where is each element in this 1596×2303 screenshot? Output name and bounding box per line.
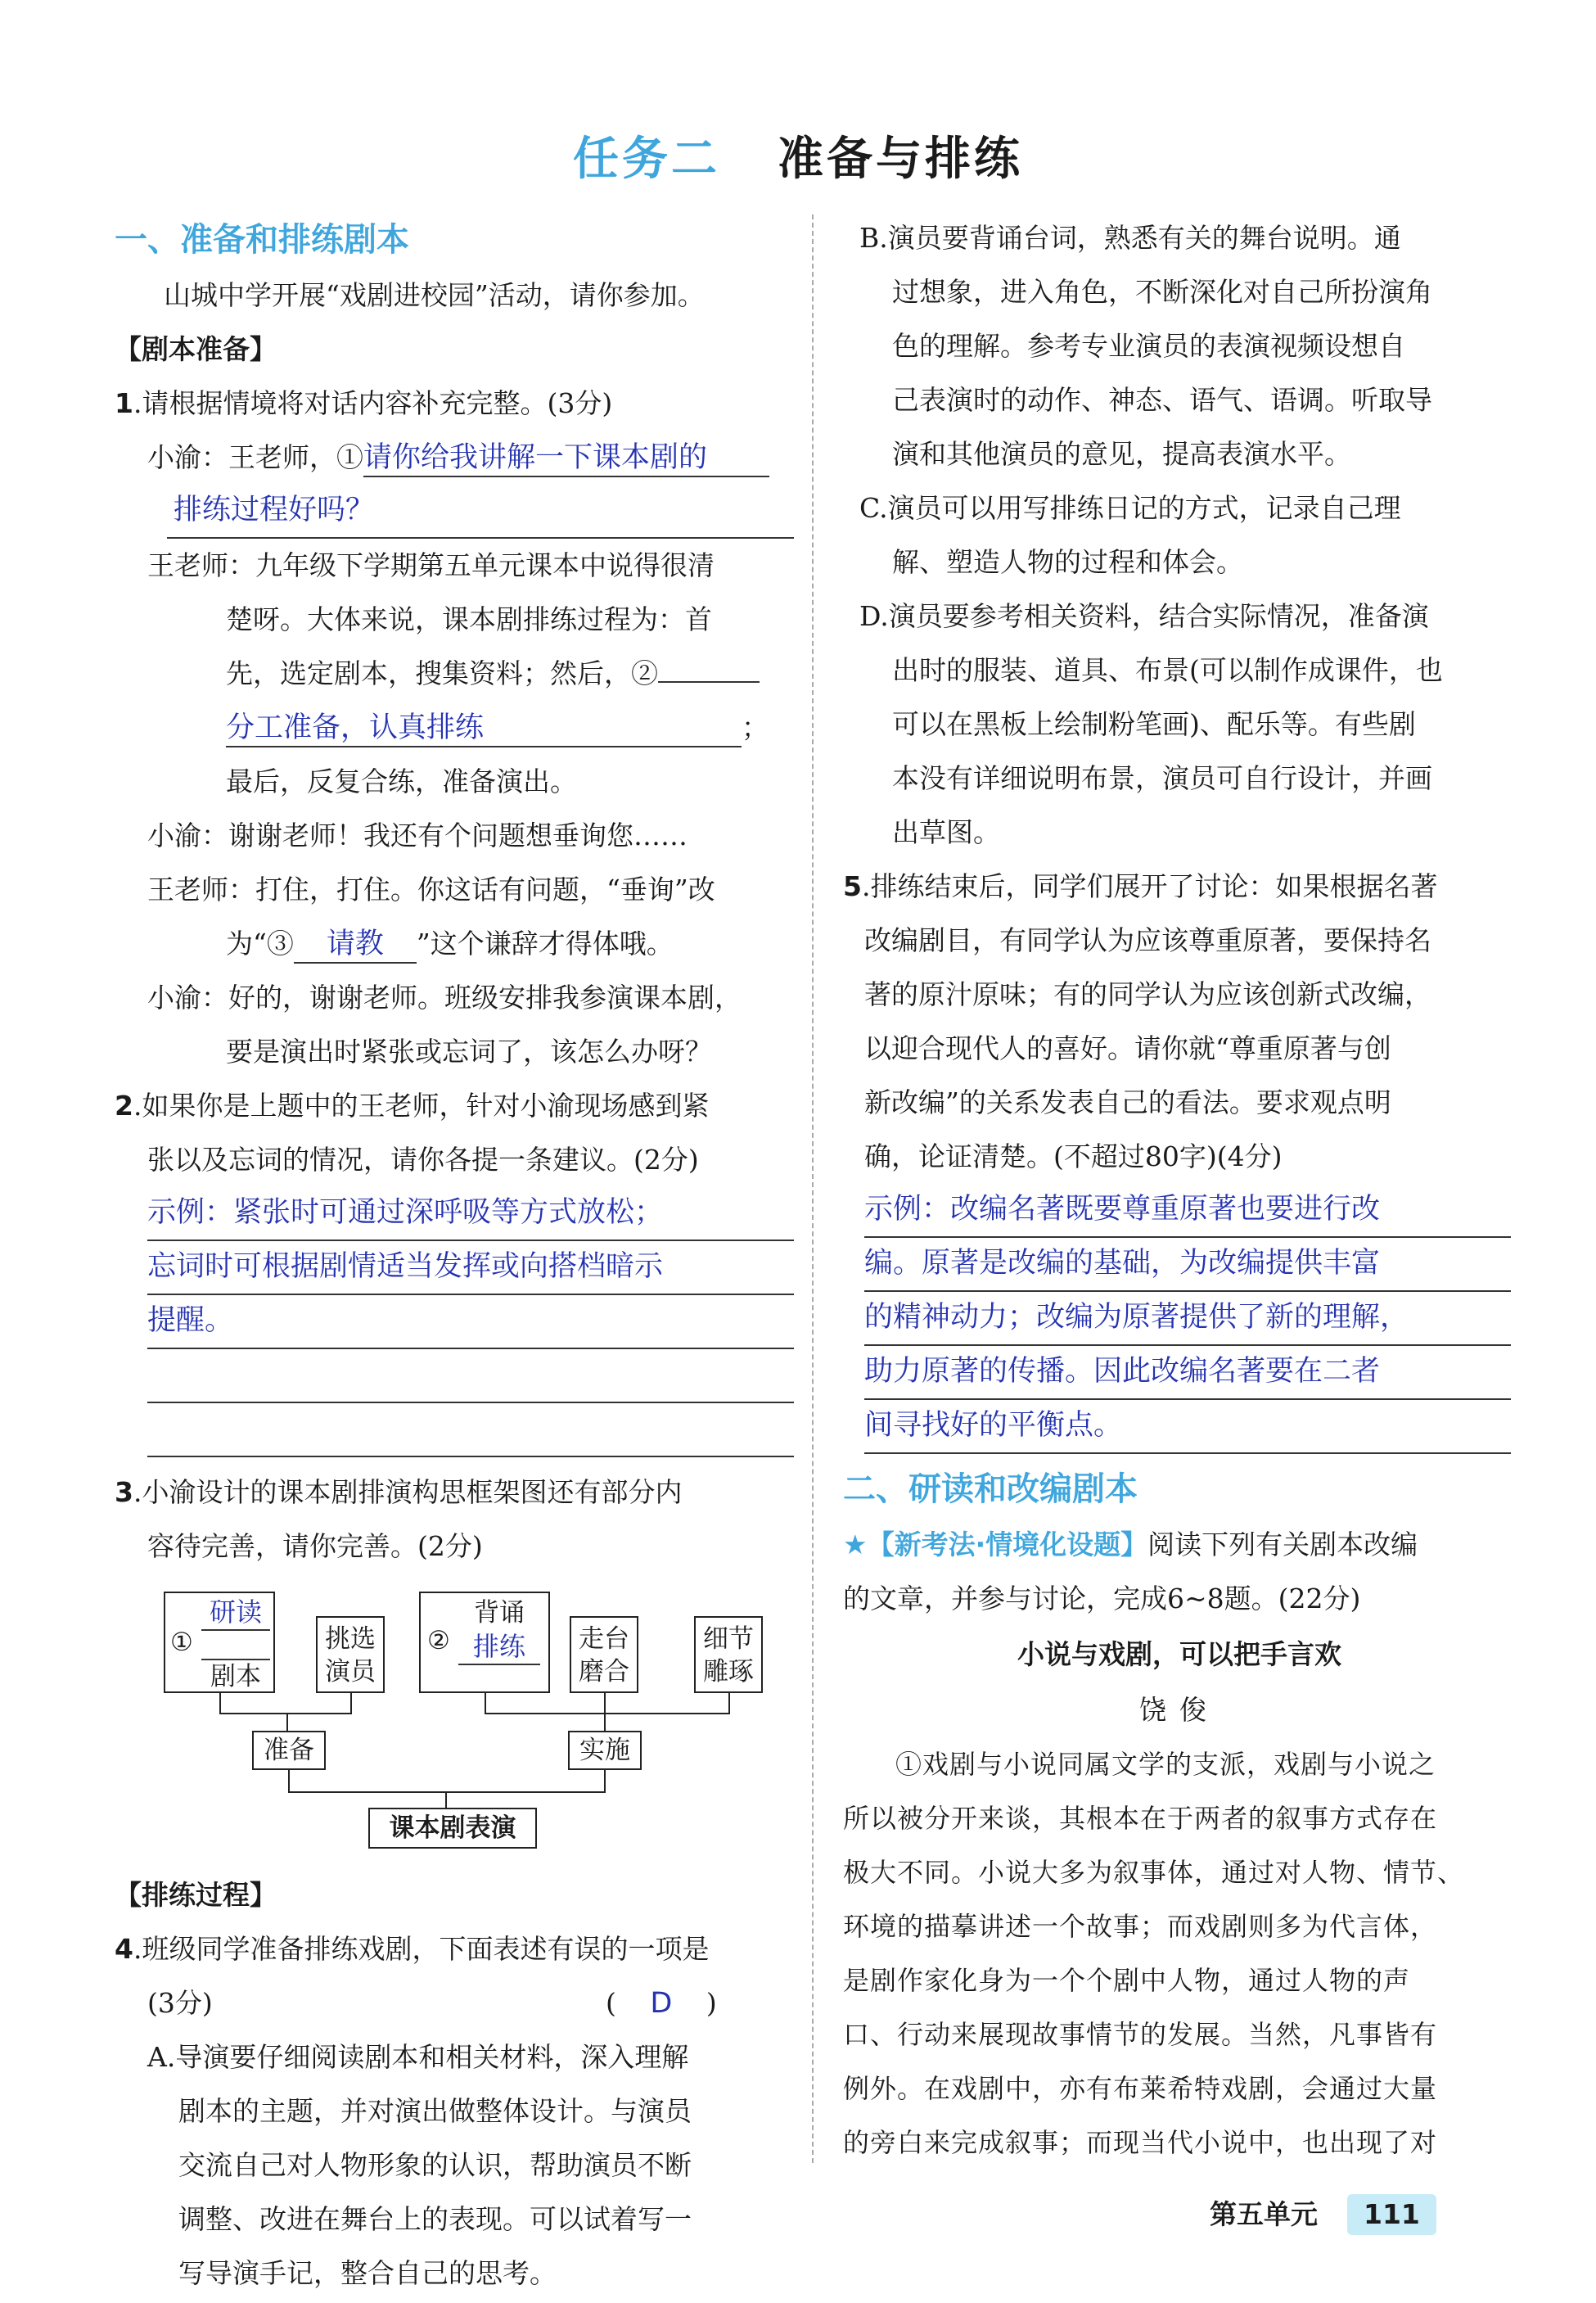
- answer-line[interactable]: [147, 1187, 794, 1241]
- question-text: .小渝设计的课本剧排演构思框架图还有部分内: [133, 1476, 683, 1508]
- task-label: 任务二: [573, 133, 720, 186]
- answer-blank-3[interactable]: 请教: [294, 926, 417, 964]
- answer-text: 间寻找好的平衡点。: [864, 1409, 1123, 1442]
- connector: [288, 1770, 290, 1791]
- dialogue-line: [115, 917, 794, 971]
- connector: [485, 1693, 486, 1713]
- answer-blank-study[interactable]: 研读: [201, 1595, 270, 1631]
- option-b-line: 演和其他演员的意见，提高表演水平。: [892, 438, 1351, 470]
- dialogue-text: 先，选定剧本，搜集资料；然后，②: [226, 657, 658, 689]
- option-b-line: B.演员要背诵台词，熟悉有关的舞台说明。通: [859, 222, 1401, 254]
- question-number: 5: [843, 870, 862, 902]
- answer-text: 的精神动力；改编为原著提供了新的理解，: [864, 1301, 1409, 1334]
- answer-text: 忘词时可根据剧情适当发挥或向搭档暗示: [147, 1250, 664, 1283]
- intro-text: 山城中学开展“戏剧进校园”活动，请你参加。: [164, 279, 705, 311]
- intro-text: 阅读下列有关剧本改编: [1147, 1529, 1418, 1560]
- connector: [445, 1791, 447, 1808]
- question-4-stem: [115, 1922, 794, 1976]
- dialogue-line: 小渝：好的，谢谢老师。班级安排我参演课本剧，: [147, 982, 742, 1014]
- answer-line[interactable]: [147, 1295, 794, 1349]
- connector: [604, 1693, 606, 1713]
- answer-line[interactable]: [147, 1241, 794, 1295]
- question-5-stem: 以迎合现代人的喜好。请你就“尊重原著与创: [864, 1032, 1391, 1064]
- answer-blank-2[interactable]: 分工准备，认真排练: [226, 710, 742, 747]
- question-text: .请根据情境将对话内容补充完整。(3分): [133, 387, 613, 419]
- box-label: 背诵: [474, 1598, 525, 1628]
- question-number: 1: [115, 387, 133, 419]
- connector: [604, 1713, 606, 1731]
- article-paragraph: 极大不同。小说大多为叙事体，通过对人物、情节、: [843, 1857, 1465, 1888]
- question-5-stem: 著的原汁原味；有的同学认为应该创新式改编，: [864, 978, 1431, 1010]
- subheading-rehearsal: 【排练过程】: [115, 1879, 277, 1911]
- option-d-line: 出草图。: [892, 816, 1000, 848]
- option-d-line: 本没有详细说明布景，演员可自行设计，并画: [892, 762, 1432, 794]
- answer-text: 助力原著的传播。因此改编名著要在二者: [864, 1355, 1381, 1388]
- option-a-line: 剧本的主题，并对演出做整体设计。与演员: [178, 2095, 692, 2127]
- box-detail-polish: [694, 1616, 763, 1693]
- box-recite-rehearse: [419, 1592, 550, 1693]
- page-footer: [1210, 2194, 1436, 2235]
- dialogue-line: [115, 647, 794, 701]
- answer-line-empty[interactable]: [147, 1349, 794, 1403]
- connector: [485, 1713, 730, 1714]
- article-paragraph: 口、行动来展现故事情节的发展。当然，凡事皆有: [843, 2019, 1438, 2050]
- option-d-line: 出时的服装、道具、布景(可以制作成课件，也: [892, 654, 1443, 686]
- answer-line-empty[interactable]: [147, 1403, 794, 1457]
- question-5-stem: 确，论证清楚。(不超过80字)(4分): [864, 1140, 1283, 1172]
- answer-blank-1-continued[interactable]: [167, 485, 794, 539]
- task-name: 准备与排练: [778, 133, 1023, 186]
- option-b-line: 己表演时的动作、神态、语气、语调。听取导: [892, 384, 1432, 416]
- answer-line[interactable]: [864, 1238, 1511, 1292]
- option-b-line: 色的理解。参考专业演员的表演视频设想自: [892, 330, 1405, 362]
- section-heading-2: 二、研读和改编剧本: [843, 1470, 1138, 1508]
- dialogue-text: 为“③: [226, 928, 294, 960]
- question-text: .班级同学准备排练戏剧，下面表述有误的一项是: [133, 1933, 710, 1965]
- option-d-line: D.演员要参考相关资料，结合实际情况，准备演: [859, 600, 1429, 632]
- blank-number: ②: [427, 1626, 450, 1655]
- question-3-stem-continued: 容待完善，请你完善。(2分): [147, 1530, 483, 1562]
- answer-blank-2-start[interactable]: [658, 681, 760, 683]
- answer-line[interactable]: [864, 1184, 1511, 1238]
- speaker-text: 小渝：王老师，①: [147, 441, 363, 473]
- box-label: 细节雕琢: [703, 1624, 754, 1687]
- box-study-script: [164, 1592, 275, 1693]
- dialogue-text: ”这个谦辞才得体哦。: [416, 928, 674, 960]
- connector: [219, 1693, 221, 1713]
- right-column: [843, 211, 1516, 2170]
- score-text: (3分): [147, 1987, 213, 2019]
- box-select-actors: [316, 1616, 385, 1693]
- connector: [350, 1693, 352, 1713]
- answer-choice: D: [650, 1987, 673, 2020]
- connector: [286, 1713, 288, 1731]
- question-text: .如果你是上题中的王老师，针对小渝现场感到紧: [133, 1090, 710, 1122]
- question-5-stem: 改编剧目，有同学认为应该尊重原著，要保持名: [864, 924, 1431, 956]
- article-paragraph: ①戏剧与小说同属文学的支派，戏剧与小说之: [895, 1749, 1436, 1780]
- section-heading-1: 一、准备和排练剧本: [115, 221, 409, 259]
- article-paragraph: 例外。在戏剧中，亦有布莱希特戏剧，会通过大量: [843, 2073, 1438, 2104]
- question-number: 3: [115, 1476, 133, 1508]
- subheading-script-prep: 【剧本准备】: [115, 333, 277, 365]
- question-number: 4: [115, 1933, 133, 1965]
- article-paragraph: 是剧作家化身为一个个剧中人物，通过人物的声: [843, 1965, 1411, 1996]
- answer-line[interactable]: [864, 1400, 1511, 1454]
- article-paragraph: 环境的描摹讲述一个故事；而戏剧则多为代言体，: [843, 1911, 1438, 1942]
- answer-line[interactable]: [864, 1346, 1511, 1400]
- box-label: 准备: [264, 1736, 314, 1765]
- unit-label: 第五单元: [1210, 2198, 1318, 2230]
- box-stage-walk: [570, 1616, 638, 1693]
- paren-right: ): [706, 1987, 717, 2019]
- paren-left: (: [606, 1987, 616, 2019]
- page-number: 111: [1347, 2194, 1436, 2235]
- box-label: 挑选演员: [325, 1624, 376, 1687]
- option-a-line: 交流自己对人物形象的认识，帮助演员不断: [178, 2149, 692, 2181]
- box-implement: [568, 1731, 642, 1770]
- semicolon: ；: [742, 711, 769, 743]
- question-1-stem: [115, 377, 794, 431]
- option-c-line: 解、塑造人物的过程和体会。: [892, 546, 1243, 578]
- dialogue-line: 楚呀。大体来说，课本剧排练过程为：首: [226, 603, 712, 635]
- box-label: 剧本: [201, 1659, 270, 1693]
- answer-text: 示例：紧张时可通过深呼吸等方式放松；: [147, 1196, 664, 1229]
- question-text: .排练结束后，同学们展开了讨论：如果根据名著: [861, 870, 1438, 902]
- dialogue-line: 要是演出时紧张或忘词了，该怎么办呀？: [226, 1036, 712, 1068]
- column-divider: [812, 214, 814, 2163]
- question-number: 2: [115, 1090, 133, 1122]
- dialogue-line: 最后，反复合练，准备演出。: [226, 765, 577, 797]
- connector: [219, 1713, 352, 1714]
- box-root-performance: [368, 1808, 537, 1849]
- answer-text: 示例：改编名著既要尊重原著也要进行改: [864, 1193, 1381, 1226]
- answer-text: 提醒。: [147, 1304, 234, 1337]
- connector: [728, 1693, 730, 1713]
- answer-blank-1[interactable]: 请你给我讲解一下课本剧的: [363, 440, 769, 477]
- option-d-line: 可以在黑板上绘制粉笔画)、配乐等。有些剧: [892, 708, 1416, 740]
- box-prepare: [252, 1731, 326, 1770]
- question-4-score-line: [115, 1976, 794, 2030]
- question-5-stem: 新改编”的关系发表自己的看法。要求观点明: [864, 1086, 1391, 1118]
- connector: [604, 1770, 606, 1791]
- blank-number: ①: [170, 1628, 193, 1657]
- box-label: 课本剧表演: [389, 1813, 516, 1843]
- answer-line[interactable]: [864, 1292, 1511, 1346]
- dialogue-line: 小渝：谢谢老师！我还有个问题想垂询您……: [147, 820, 688, 851]
- option-a-line: A.导演要仔细阅读剧本和相关材料，深入理解: [147, 2041, 689, 2073]
- answer-text: 排练过程好吗？: [174, 494, 375, 526]
- box-label: 走台磨合: [579, 1624, 629, 1687]
- option-b-line: 过想象，进入角色，不断深化对自己所扮演角: [892, 276, 1432, 308]
- answer-blank-2-line: [115, 701, 794, 755]
- question-3-stem: [115, 1465, 794, 1520]
- option-c-line: C.演员可以用写排练日记的方式，记录自己理: [859, 492, 1401, 524]
- dialogue-line: 王老师：九年级下学期第五单元课本中说得很清: [147, 549, 715, 581]
- option-a-line: 调整、改进在舞台上的表现。可以试着写一: [178, 2203, 692, 2235]
- box-label: 实施: [579, 1736, 630, 1765]
- connector: [288, 1791, 606, 1793]
- question-2-stem-continued: 张以及忘词的情况，请你各提一条建议。(2分): [147, 1144, 699, 1176]
- framework-diagram: [115, 1583, 794, 1854]
- star-tag: ★【新考法·情境化设题】: [843, 1529, 1148, 1560]
- answer-blank-rehearse[interactable]: 排练: [458, 1629, 540, 1665]
- article-paragraph: 的旁白来完成叙事；而现当代小说中，也出现了对: [843, 2127, 1438, 2158]
- question-5-stem: [843, 860, 1516, 914]
- section-2-intro: [843, 1518, 1516, 1572]
- article-title: 小说与戏剧，可以把手言欢: [1017, 1638, 1341, 1670]
- dialogue-line: [115, 431, 794, 485]
- page-title: [0, 123, 1596, 188]
- left-column: [115, 211, 794, 2301]
- section-2-intro: 的文章，并参与讨论，完成6~8题。(22分): [843, 1583, 1361, 1614]
- dialogue-line: 王老师：打住，打住。你这话有问题，“垂询”改: [147, 874, 715, 905]
- option-a-line: 写导演手记，整合自己的思考。: [178, 2257, 557, 2289]
- answer-text: 编。原著是改编的基础，为改编提供丰富: [864, 1247, 1381, 1280]
- question-2-stem: [115, 1079, 794, 1133]
- article-author: 饶俊: [1139, 1694, 1220, 1726]
- article-paragraph: 所以被分开来谈，其根本在于两者的叙事方式存在: [843, 1803, 1438, 1834]
- answer-paren[interactable]: [606, 1976, 717, 2030]
